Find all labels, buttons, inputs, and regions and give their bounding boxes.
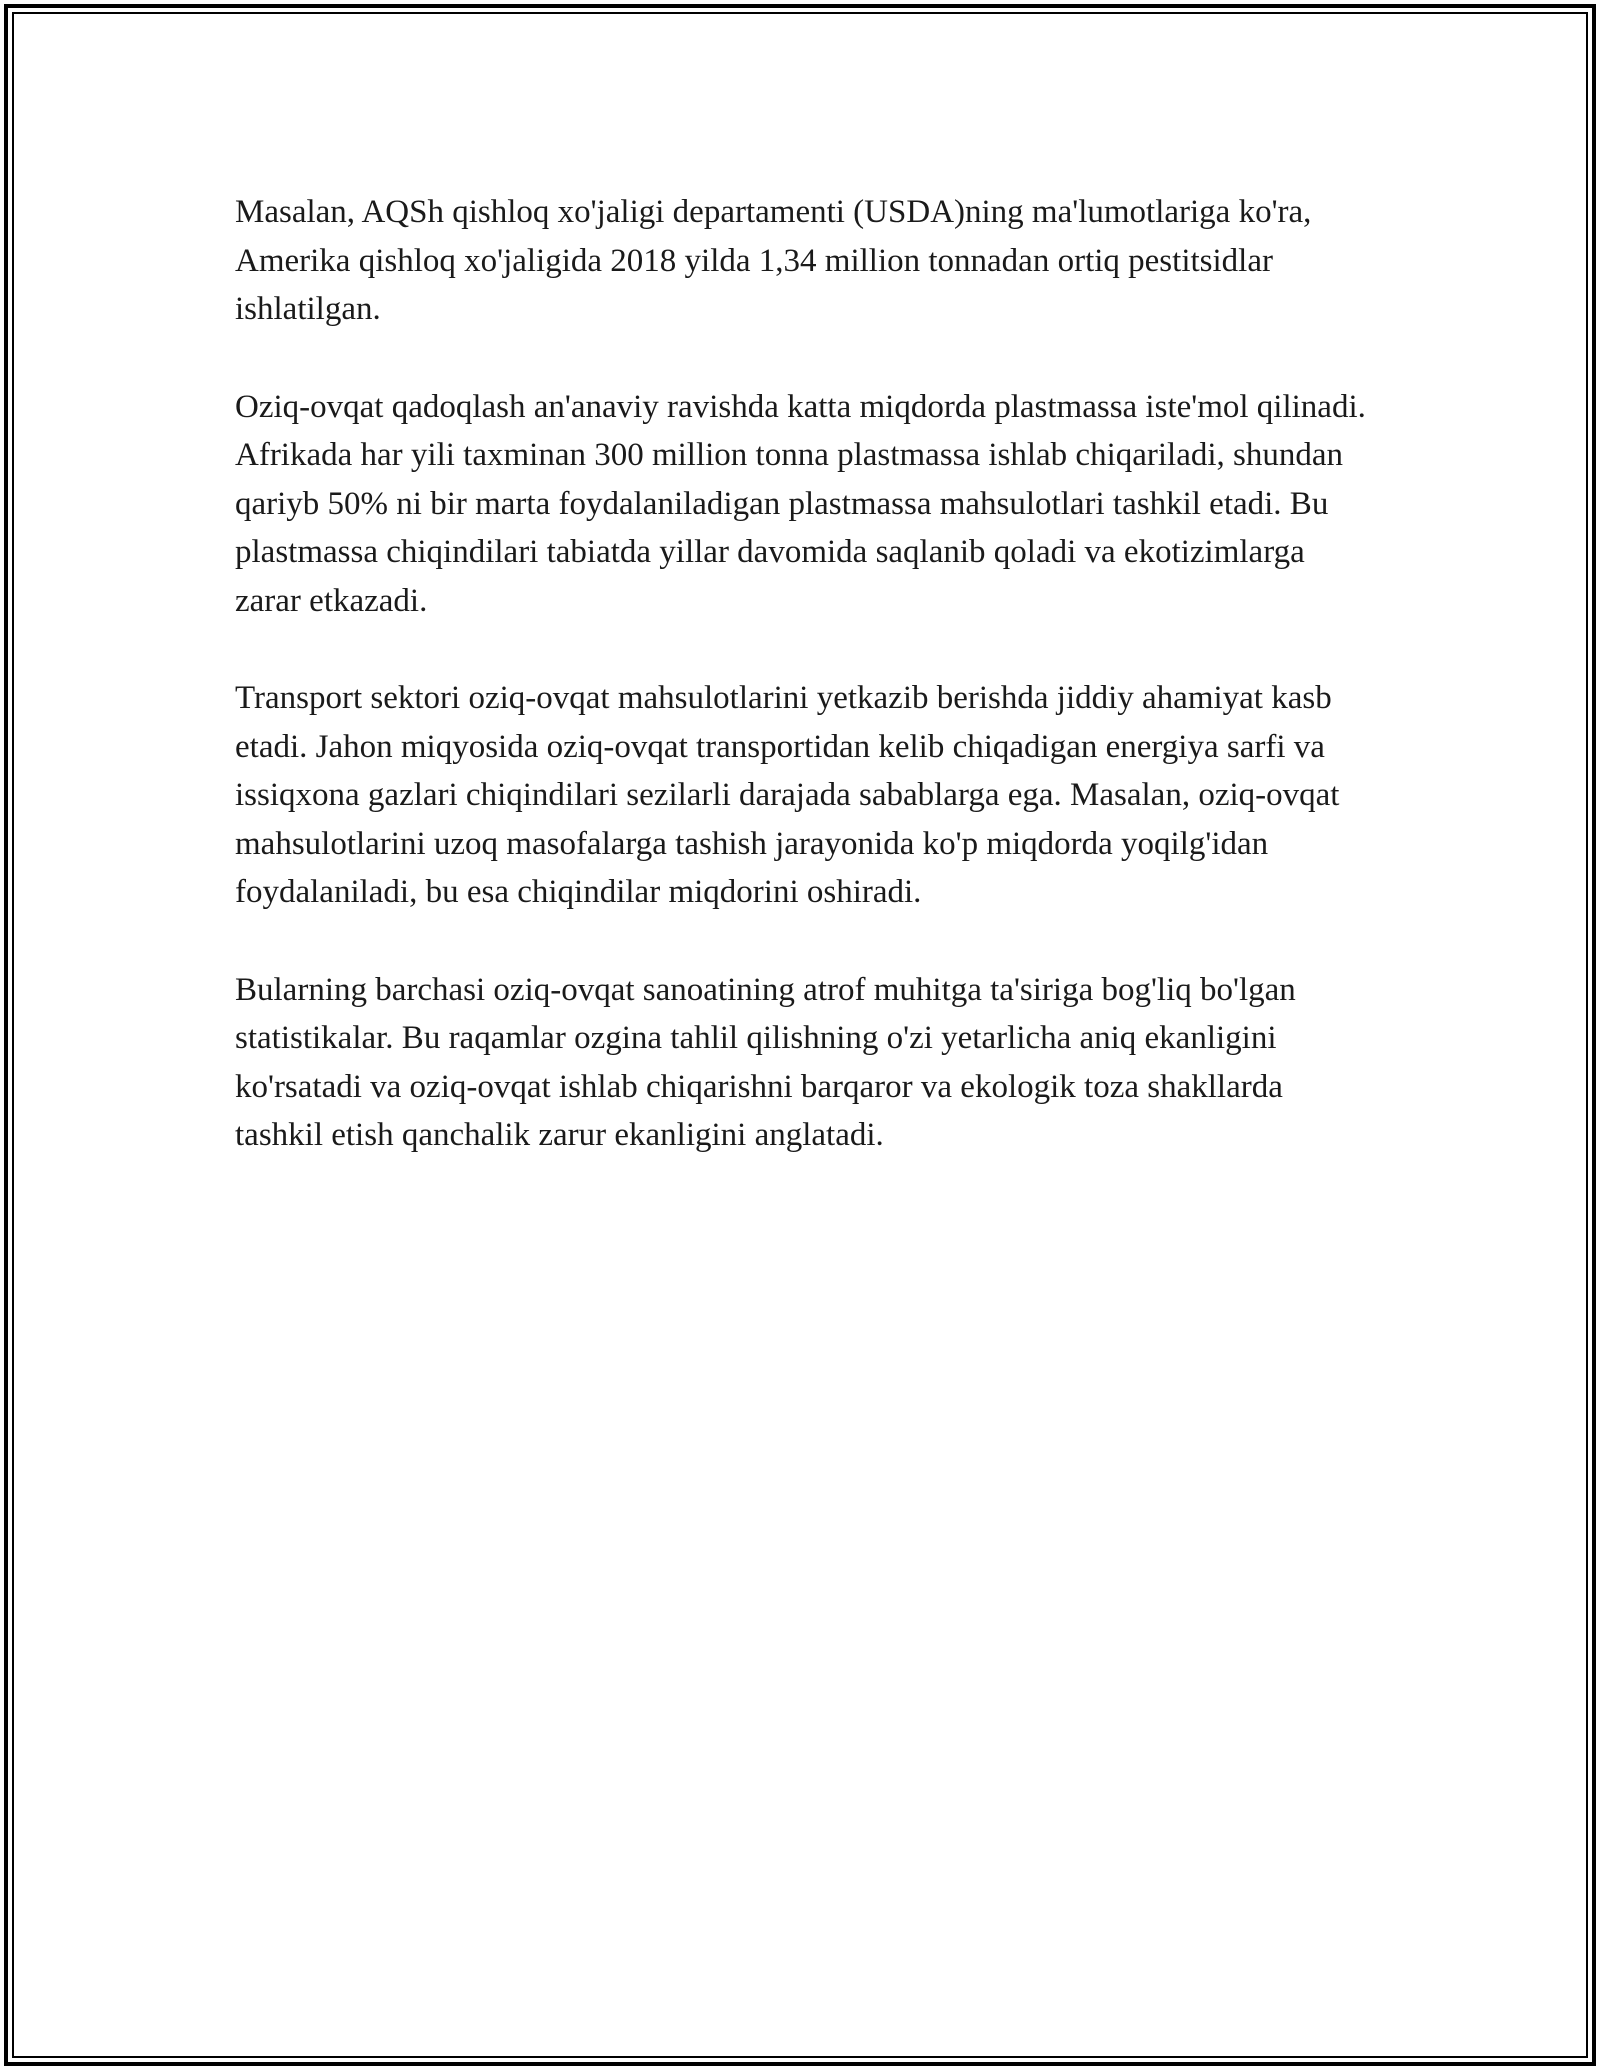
paragraph-conclusion: Bularning barchasi oziq-ovqat sanoatining atrof muhitga ta'siriga bog'liq bo'lgan statistikalar. Bu raqamlar ozgina tahlil qilishning o'zi yetarlicha aniq ekanligini ko'rsatadi va oziq-ovqat ishlab chiqarishni barqaror va ekologik toza shakllarda tashkil etish qanchalik zarur ekanligini anglatadi. — [235, 971, 1296, 1153]
paragraph-transport: Transport sektori oziq-ovqat mahsulotlarini yetkazib berishda jiddiy ahamiyat kasb etadi. Jahon miqyosida oziq-ovqat transportidan kelib chiqadigan energiya sarfi va issiqxona gazlari chiqindilari sezilarli darajada sabablarga ega. Masalan, oziq-ovqat mahsulotlarini uzoq masofalarga tashish jarayonida ko'p miqdorda yoqilg'idan foydalaniladi, bu esa chiqindilar miqdorini oshiradi. — [235, 680, 1340, 910]
paragraph-plastic-packaging: Oziq-ovqat qadoqlash an'anaviy ravishda katta miqdorda plastmassa iste'mol qilinadi. Afrikada har yili taxminan 300 million tonna plastmassa ishlab chiqariladi, shundan qariyb 50% ni bir marta foydalaniladigan plastmassa mahsulotlari tashkil etadi. Bu plastmassa chiqindilari tabiatda yillar davomida saqlanib qoladi va ekotizimlarga zarar etkazadi. — [235, 388, 1366, 619]
paragraph-pesticides: Masalan, AQSh qishloq xo'jaligi departamenti (USDA)ning ma'lumotlariga ko'ra, Amerika qishloq xo'jaligida 2018 yilda 1,34 million tonnadan ortiq pestitsidlar ishlatilgan. — [235, 194, 1312, 327]
document-body — [235, 188, 1375, 1209]
